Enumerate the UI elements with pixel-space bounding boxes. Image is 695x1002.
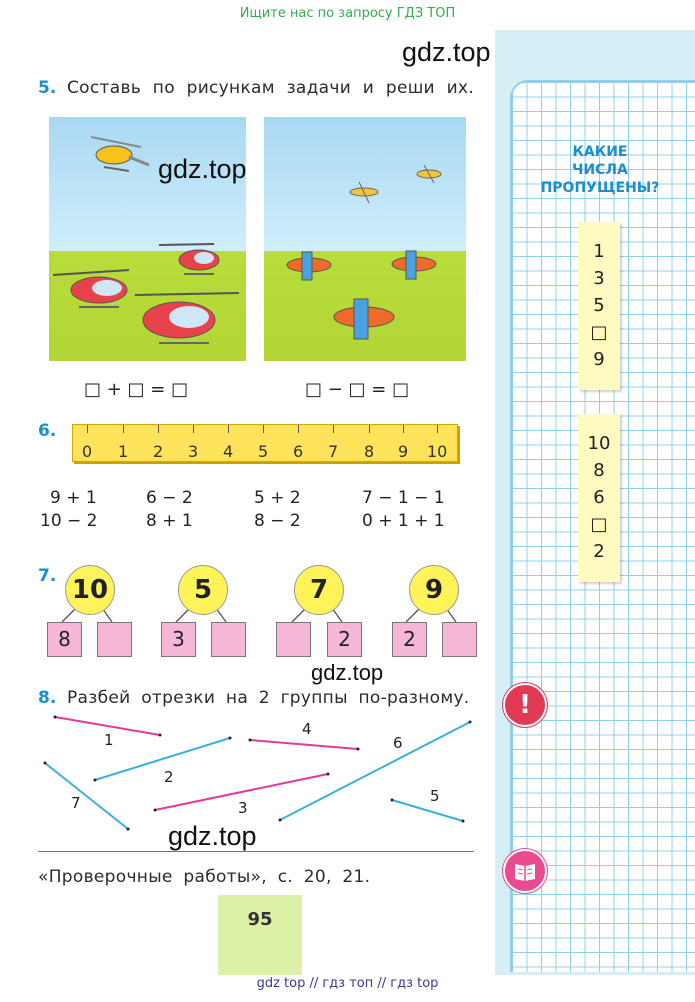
sidebar-question bbox=[520, 143, 680, 197]
segment-label: 5 bbox=[430, 787, 440, 805]
segment-label: 1 bbox=[104, 731, 114, 749]
ruler-tick: 10 bbox=[427, 442, 448, 461]
sequence-item: 3 bbox=[593, 268, 605, 289]
sequence-item: □ bbox=[590, 514, 608, 535]
number-circle: 7 bbox=[294, 565, 344, 615]
task8-text: Разбей отрезки на 2 группы по-разному. bbox=[67, 688, 470, 708]
top-banner: Ищите нас по запросу ГДЗ ТОП bbox=[239, 6, 456, 21]
ruler-tick: 9 bbox=[398, 442, 409, 461]
ruler-tick: 0 bbox=[82, 442, 93, 461]
segment-label: 4 bbox=[302, 720, 312, 738]
sequence-item: 2 bbox=[593, 541, 605, 562]
sidebar-question-line: ПРОПУЩЕНЫ? bbox=[540, 180, 660, 196]
sequence-item: 8 bbox=[593, 460, 605, 481]
sequence-item: 10 bbox=[587, 433, 611, 454]
ruler-tick: 5 bbox=[258, 442, 269, 461]
calc-expression: 5 + 2 bbox=[254, 488, 301, 508]
exclamation-icon: ! bbox=[503, 683, 547, 727]
reference-text: «Проверочные работы», с. 20, 21. bbox=[38, 867, 371, 887]
calc-expression: 7 − 1 − 1 bbox=[362, 488, 445, 508]
ruler-tick: 7 bbox=[328, 442, 339, 461]
number-circle: 5 bbox=[178, 565, 228, 615]
answer-box[interactable] bbox=[97, 622, 132, 657]
divider bbox=[38, 851, 474, 852]
calc-expression: 6 − 2 bbox=[146, 488, 193, 508]
watermark: gdz.top bbox=[402, 37, 491, 67]
calc-expression: 8 − 2 bbox=[254, 511, 301, 531]
ruler-tick: 6 bbox=[293, 442, 304, 461]
ruler-tick: 3 bbox=[188, 442, 199, 461]
page-number: 95 bbox=[218, 895, 302, 975]
watermark-2: gdz.top bbox=[158, 154, 247, 184]
task8-number: 8. bbox=[38, 688, 57, 708]
ruler-tick: 8 bbox=[364, 442, 375, 461]
segments-drawing bbox=[0, 700, 495, 840]
footer-links: gdz top // гдз топ // гдз top bbox=[256, 976, 439, 991]
segment-label: 7 bbox=[71, 794, 81, 812]
sequence-item: 9 bbox=[593, 349, 605, 370]
task5-expression-right: □ − □ = □ bbox=[305, 379, 410, 400]
sequence-card-2 bbox=[578, 414, 620, 582]
task6-number: 6. bbox=[38, 421, 57, 441]
sequence-item: 1 bbox=[593, 241, 605, 262]
ruler-tick: 1 bbox=[118, 442, 129, 461]
ruler-tick: 2 bbox=[153, 442, 164, 461]
number-circle: 9 bbox=[409, 565, 459, 615]
calc-expression: 10 − 2 bbox=[40, 511, 98, 531]
task5-number: 5. bbox=[38, 78, 57, 98]
watermark-3: gdz.top bbox=[311, 660, 384, 685]
task5-text: Составь по рисункам задачи и реши их. bbox=[67, 78, 475, 98]
ruler-tick: 4 bbox=[223, 442, 234, 461]
answer-box[interactable]: 2 bbox=[392, 622, 427, 657]
answer-box[interactable] bbox=[442, 622, 477, 657]
sidebar-question-line: КАКИЕ bbox=[572, 144, 628, 160]
answer-box[interactable] bbox=[276, 622, 311, 657]
book-glyph bbox=[505, 851, 545, 891]
answer-box[interactable]: 2 bbox=[327, 622, 362, 657]
sequence-item: □ bbox=[590, 322, 608, 343]
sequence-item: 5 bbox=[593, 295, 605, 316]
calc-expression: 8 + 1 bbox=[146, 511, 193, 531]
calc-expression: 0 + 1 + 1 bbox=[362, 511, 445, 531]
book-icon bbox=[503, 849, 547, 893]
calc-expression: 9 + 1 bbox=[50, 488, 97, 508]
watermark-4: gdz.top bbox=[168, 821, 257, 851]
number-circle: 10 bbox=[65, 565, 115, 615]
segment-label: 2 bbox=[164, 768, 174, 786]
answer-box[interactable]: 8 bbox=[47, 622, 82, 657]
task7-number: 7. bbox=[38, 566, 57, 586]
task5-expression-left: □ + □ = □ bbox=[84, 379, 189, 400]
segment-label: 6 bbox=[393, 734, 403, 752]
answer-box[interactable] bbox=[211, 622, 246, 657]
segment-label: 3 bbox=[238, 799, 248, 817]
sequence-card-1 bbox=[578, 222, 620, 390]
answer-box[interactable]: 3 bbox=[161, 622, 196, 657]
sequence-item: 6 bbox=[593, 487, 605, 508]
sidebar-question-line: ЧИСЛА bbox=[572, 162, 628, 178]
